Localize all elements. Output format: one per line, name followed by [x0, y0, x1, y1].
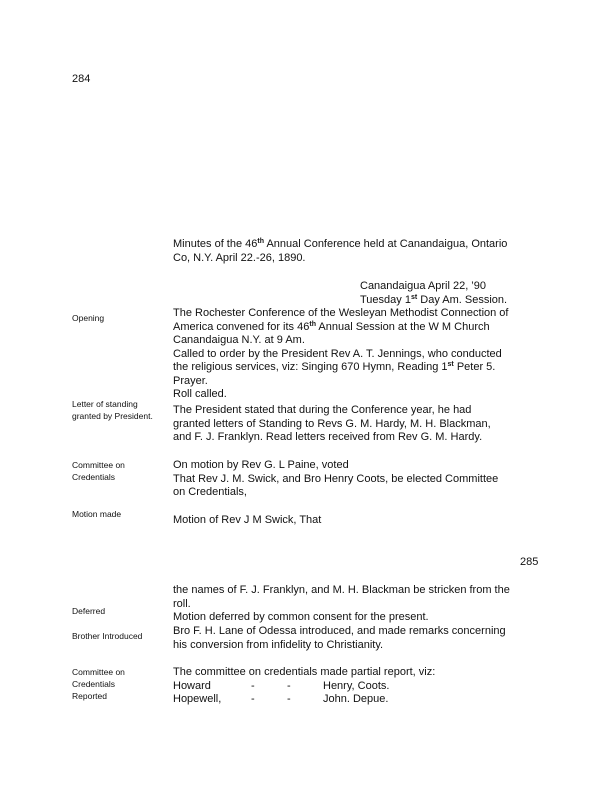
report-row: Hopewell, - - John. Depue. [173, 693, 389, 705]
opening-paragraph: The Rochester Conference of the Wesleyan Methodist Connection of America convened for its 46th Annual Session at the W M Church Canandaigua N.Y. at 9 Am. Called to order by the President Rev A. T. Jennings, who conducted the religious services, viz: Singing 670 Hymn, Reading 1st Peter 5. Prayer. Roll called. [173, 307, 509, 400]
margin-note-motion-made: Motion made [72, 509, 122, 519]
deferred-paragraph: Motion deferred by common consent for the present. [173, 611, 429, 623]
continuation-paragraph: the names of F. J. Franklyn, and M. H. Blackman be stricken from the roll. Motion deferred by common consent for the present. [173, 584, 510, 623]
page-number: 284 [72, 73, 91, 85]
session-dateline: Canandaigua April 22, ’90 Tuesday 1st Day Am. Session. [360, 280, 508, 306]
margin-note-committee-reported: Committee on Credentials Reported [72, 667, 125, 701]
report-row: Howard - - Henry, Coots. [173, 679, 390, 692]
letter-paragraph: The President stated that during the Conference year, he had granted letters of Standing to Revs G. M. Hardy, M. H. Blackman, and F. J. Franklyn. Read letters received from Rev G. M. Hardy. [173, 404, 491, 443]
motion-paragraph: Motion of Rev J M Swick, That [173, 514, 322, 526]
margin-note-committee: Committee on Credentials [72, 460, 125, 482]
report-paragraph: The committee on credentials made partial report, viz: Howard - - Henry, Coots. Hopewell, - - John. Depue. [173, 666, 436, 705]
page-number: 285 [520, 556, 539, 568]
margin-note-opening: Opening [72, 313, 105, 323]
margin-note-brother-introduced: Brother Introduced [72, 631, 143, 641]
committee-paragraph: On motion by Rev G. L Paine, voted That Rev J. M. Swick, and Bro Henry Coots, be elected Committee on Credentials, [173, 459, 499, 498]
margin-note-deferred: Deferred [72, 606, 106, 616]
minutes-heading: Minutes of the 46th Annual Conference held at Canandaigua, Ontario Co, N.Y. April 22.-26, 1890. [173, 238, 508, 264]
margin-note-letter-of-standing: Letter of standing granted by President. [72, 399, 153, 421]
introduced-paragraph: Bro F. H. Lane of Odessa introduced, and made remarks concerning his conversion from infidelity to Christianity. [173, 625, 506, 651]
